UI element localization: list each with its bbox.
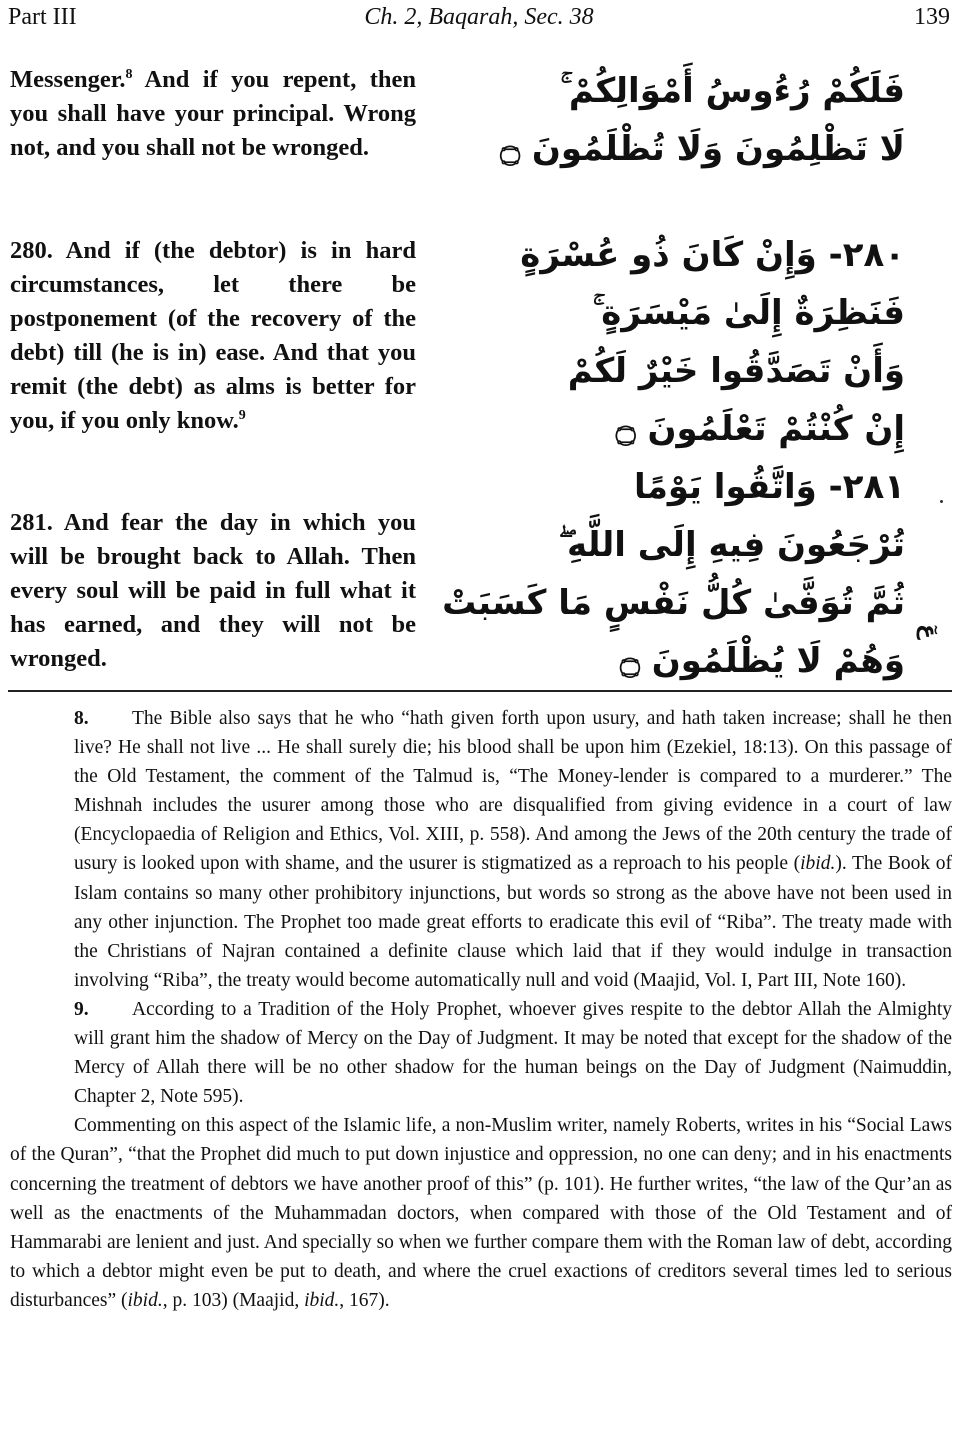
arabic-line: إِنْ كُنْتُمْ تَعْلَمُونَ ۝ (615, 409, 905, 449)
footnote-italic: ibid. (304, 1289, 340, 1311)
translation-continuation (10, 63, 416, 165)
ruku-mark: عٓ (916, 624, 941, 640)
footnote-text: , p. 103) (Maajid, (162, 1289, 305, 1311)
footnote-number: 9. (74, 998, 89, 1020)
translation-text: 280. And if (the debtor) is in hard circumstances, let there be postponement (of the recovery of the debt) till (he is in) ease. And that you remit (the debt) as alms is better for you, if you only know. (10, 237, 416, 434)
translation-verse-281 (10, 506, 416, 676)
part-label: Part III (8, 4, 77, 30)
arabic-line: ٢٨١- وَاتَّقُوا يَوْمًا (634, 467, 905, 507)
translation-verse-280 (10, 234, 416, 438)
footnote-ref-9: 9 (238, 407, 246, 423)
footnote-text: Commenting on this aspect of the Islamic life, a non-Muslim writer, namely Roberts, writes in his “Social Laws of the Quran”, “that the Prophet did much to put down injustice and oppression, no one can deny; and in his enactments concerning the treatment of debtors we have another proof of this” (p. 101). He further writes, “the law of the Qur’an as well as the enactments of the Muhammadan doctors, when compared with those of the Old Testament and of Hammarabi are lenient and just. And specially so when we further compare them with the Roman law of debt, according to which a debtor might even be put to death, and where the cruel exactions of creditors several times led to serious disturbances” ( (10, 1115, 952, 1311)
chapter-section-title: Ch. 2, Baqarah, Sec. 38 (364, 4, 594, 30)
arabic-line: تُرْجَعُونَ فِيهِ إِلَى اللَّهِ ۖ (558, 525, 905, 565)
footnote-9-continued (10, 1111, 952, 1315)
footnote-text: ). The Book of Islam contains so many other prohibitory injunctions, but words so strong as the above have not been used in any other injunction. The Prophet too made great efforts to eradicate this evil of “Riba”. The treaty made with the Christians of Najran contained a definite clause which laid that if they would indulge in transaction involving “Riba”, the treaty would become automatically null and void (Maajid, Vol. I, Part III, Note 160). (74, 853, 953, 991)
translation-text: Messenger. (10, 66, 126, 93)
arabic-verse-280 (520, 226, 905, 458)
translation-text: 281. And fear the day in which you will be brought back to Allah. Then every soul will be paid in full what it has earned, and they will not be wronged. (10, 509, 416, 672)
footnote-9 (10, 995, 952, 1111)
arabic-line: لَا تَظْلِمُونَ وَلَا تُظْلَمُونَ ۝ (500, 129, 905, 169)
arabic-continuation (500, 62, 905, 178)
footnotes (10, 704, 952, 1315)
arabic-verse-281 (442, 458, 905, 690)
page-number: 139 (914, 4, 950, 30)
footnote-text: The Bible also says that he who “hath given forth upon usury, and hath taken increase; shall he then live? He shall not live ... He shall surely die; his blood shall be upon him (Ezekiel, 18:13). On this passage of the Old Testament, the comment of the Talmud is, “The Money-lender is compared to a murderer.” The Mishnah includes the usurer among those who are disqualified from giving evidence in a court of law (Encyclopaedia of Religion and Ethics, Vol. XIII, p. 558). And among the Jews of the 20th century the trade of usury is looked upon with shame, and the usurer is stigmatized as a reproach to his people ( (74, 708, 952, 875)
footnote-number: 8. (74, 708, 89, 729)
arabic-line: وَأَنْ تَصَدَّقُوا خَيْرٌ لَكُمْ (567, 351, 905, 391)
arabic-line: وَهُمْ لَا يُظْلَمُونَ ۝ (619, 641, 905, 681)
arabic-line: فَنَظِرَةٌ إِلَىٰ مَيْسَرَةٍ ۚ (592, 293, 905, 333)
arabic-line: فَلَكُمْ رُءُوسُ أَمْوَالِكُمْ ۚ (560, 71, 905, 111)
running-header (8, 4, 950, 38)
translation-text: And if you repent, then you shall have your principal. Wrong not, and you shall not be wronged. (10, 66, 416, 161)
footnote-text: According to a Tradition of the Holy Prophet, whoever gives respite to the debtor Allah the Almighty will grant him the shadow of Mercy on the Day of Judgment. It may be noted that except for the shadow of the Mercy of Allah there will be no other shadow for the human beings on the Day of Judgment (Naimuddin, Chapter 2, Note 595). (74, 998, 952, 1108)
margin-speck (940, 500, 943, 503)
footnote-8 (10, 704, 952, 995)
arabic-line: ثُمَّ تُوَفَّىٰ كُلُّ نَفْسٍ مَا كَسَبَتْ (442, 583, 905, 623)
footnote-divider (8, 690, 952, 692)
footnote-ref-8: 8 (125, 66, 133, 82)
footnote-italic: ibid. (800, 853, 836, 875)
footnote-italic: ibid. (127, 1289, 163, 1311)
footnote-text: , 167). (339, 1289, 390, 1311)
arabic-line: ٢٨٠- وَإِنْ كَانَ ذُو عُسْرَةٍ (520, 235, 905, 275)
